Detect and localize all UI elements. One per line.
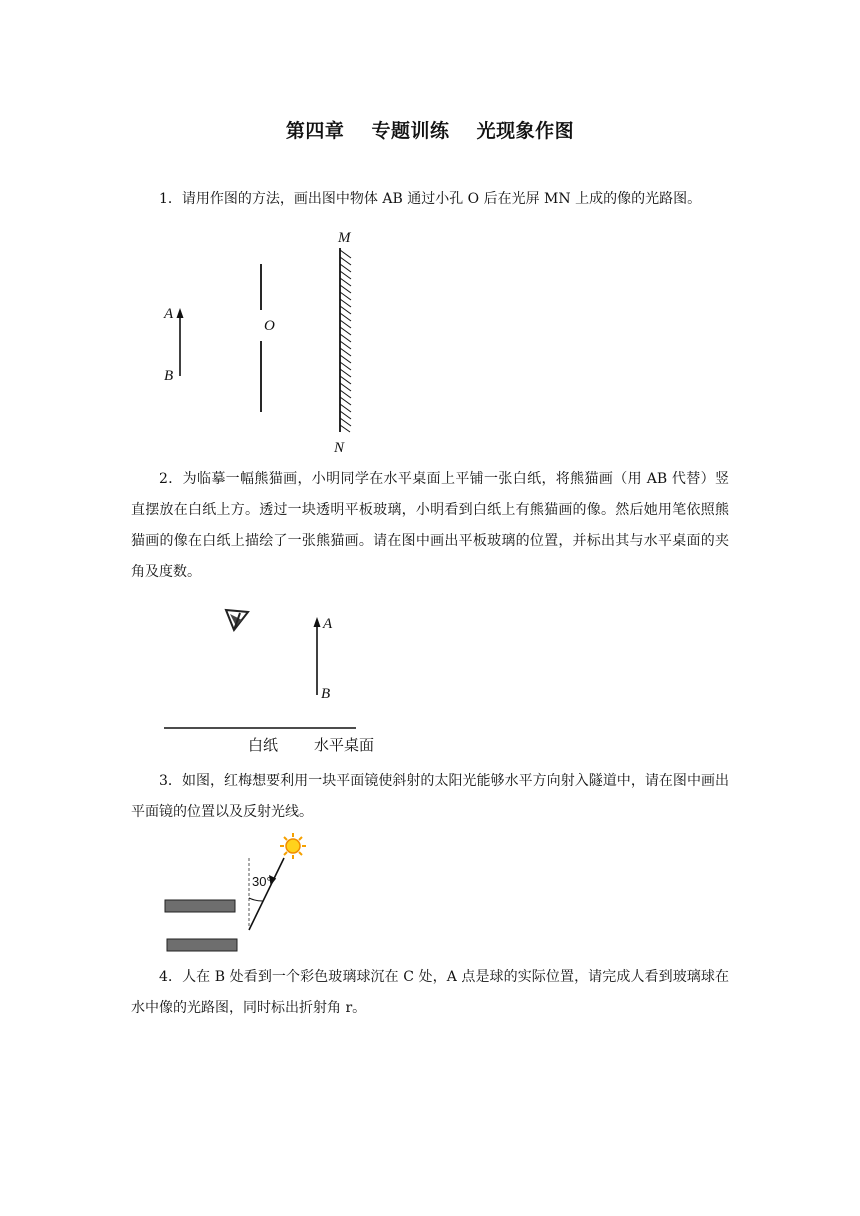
tunnel-wall-lower (167, 939, 237, 951)
angle-label: 30° (252, 874, 272, 889)
page-title (0, 116, 860, 143)
sun-icon (280, 833, 306, 859)
question-1-text: 1．请用作图的方法，画出图中物体 AB 通过小孔 O 后在光屏 MN 上成的像的光路图。 (159, 191, 702, 207)
label-desk: 水平桌面 (314, 736, 375, 754)
chapter-label: 第四章 (285, 120, 345, 142)
incident-ray (249, 858, 284, 930)
label-n: N (334, 440, 345, 456)
figure-panda-drawing (160, 600, 400, 760)
label-m: M (338, 230, 351, 246)
label-paper: 白纸 (248, 736, 279, 754)
eye-icon (226, 610, 248, 630)
question-2-text: 2．为临摹一幅熊猫画，小明同学在水平桌面上平铺一张白纸，将熊猫画（用 AB 代替）竖直摆放在白纸上方。透过一块透明平板玻璃，小明看到白纸上有熊猫画的像。然后她用笔依照熊猫画的像在白纸上描绘了一张熊猫画。请在图中画出平板玻璃的位置，并标出其与水平桌面的夹角及度数。 (131, 471, 729, 580)
tunnel-wall-upper (165, 900, 235, 912)
label-a-q1: A (164, 306, 174, 322)
label-a-q2: A (323, 616, 333, 632)
painting-ab-arrowhead (314, 617, 321, 627)
screen-hatching (340, 250, 351, 432)
label-b-q1: B (164, 368, 174, 384)
figure-tunnel-mirror (160, 828, 320, 958)
topic-label: 专题训练 (371, 120, 450, 142)
question-4-text: 4．人在 B 处看到一个彩色玻璃球沉在 C 处，A 点是球的实际位置，请完成人看到玻璃球在水中像的光路图，同时标出折射角 r。 (131, 969, 729, 1016)
object-ab-arrowhead (177, 308, 184, 318)
subject-label: 光现象作图 (476, 120, 575, 142)
label-o: O (264, 318, 275, 334)
question-3-text: 3．如图，红梅想要利用一块平面镜使斜射的太阳光能够水平方向射入隧道中，请在图中画出平面镜的位置以及反射光线。 (131, 773, 729, 820)
figure-pinhole (160, 226, 360, 458)
angle-arc (249, 898, 263, 901)
label-b-q2: B (321, 686, 331, 702)
